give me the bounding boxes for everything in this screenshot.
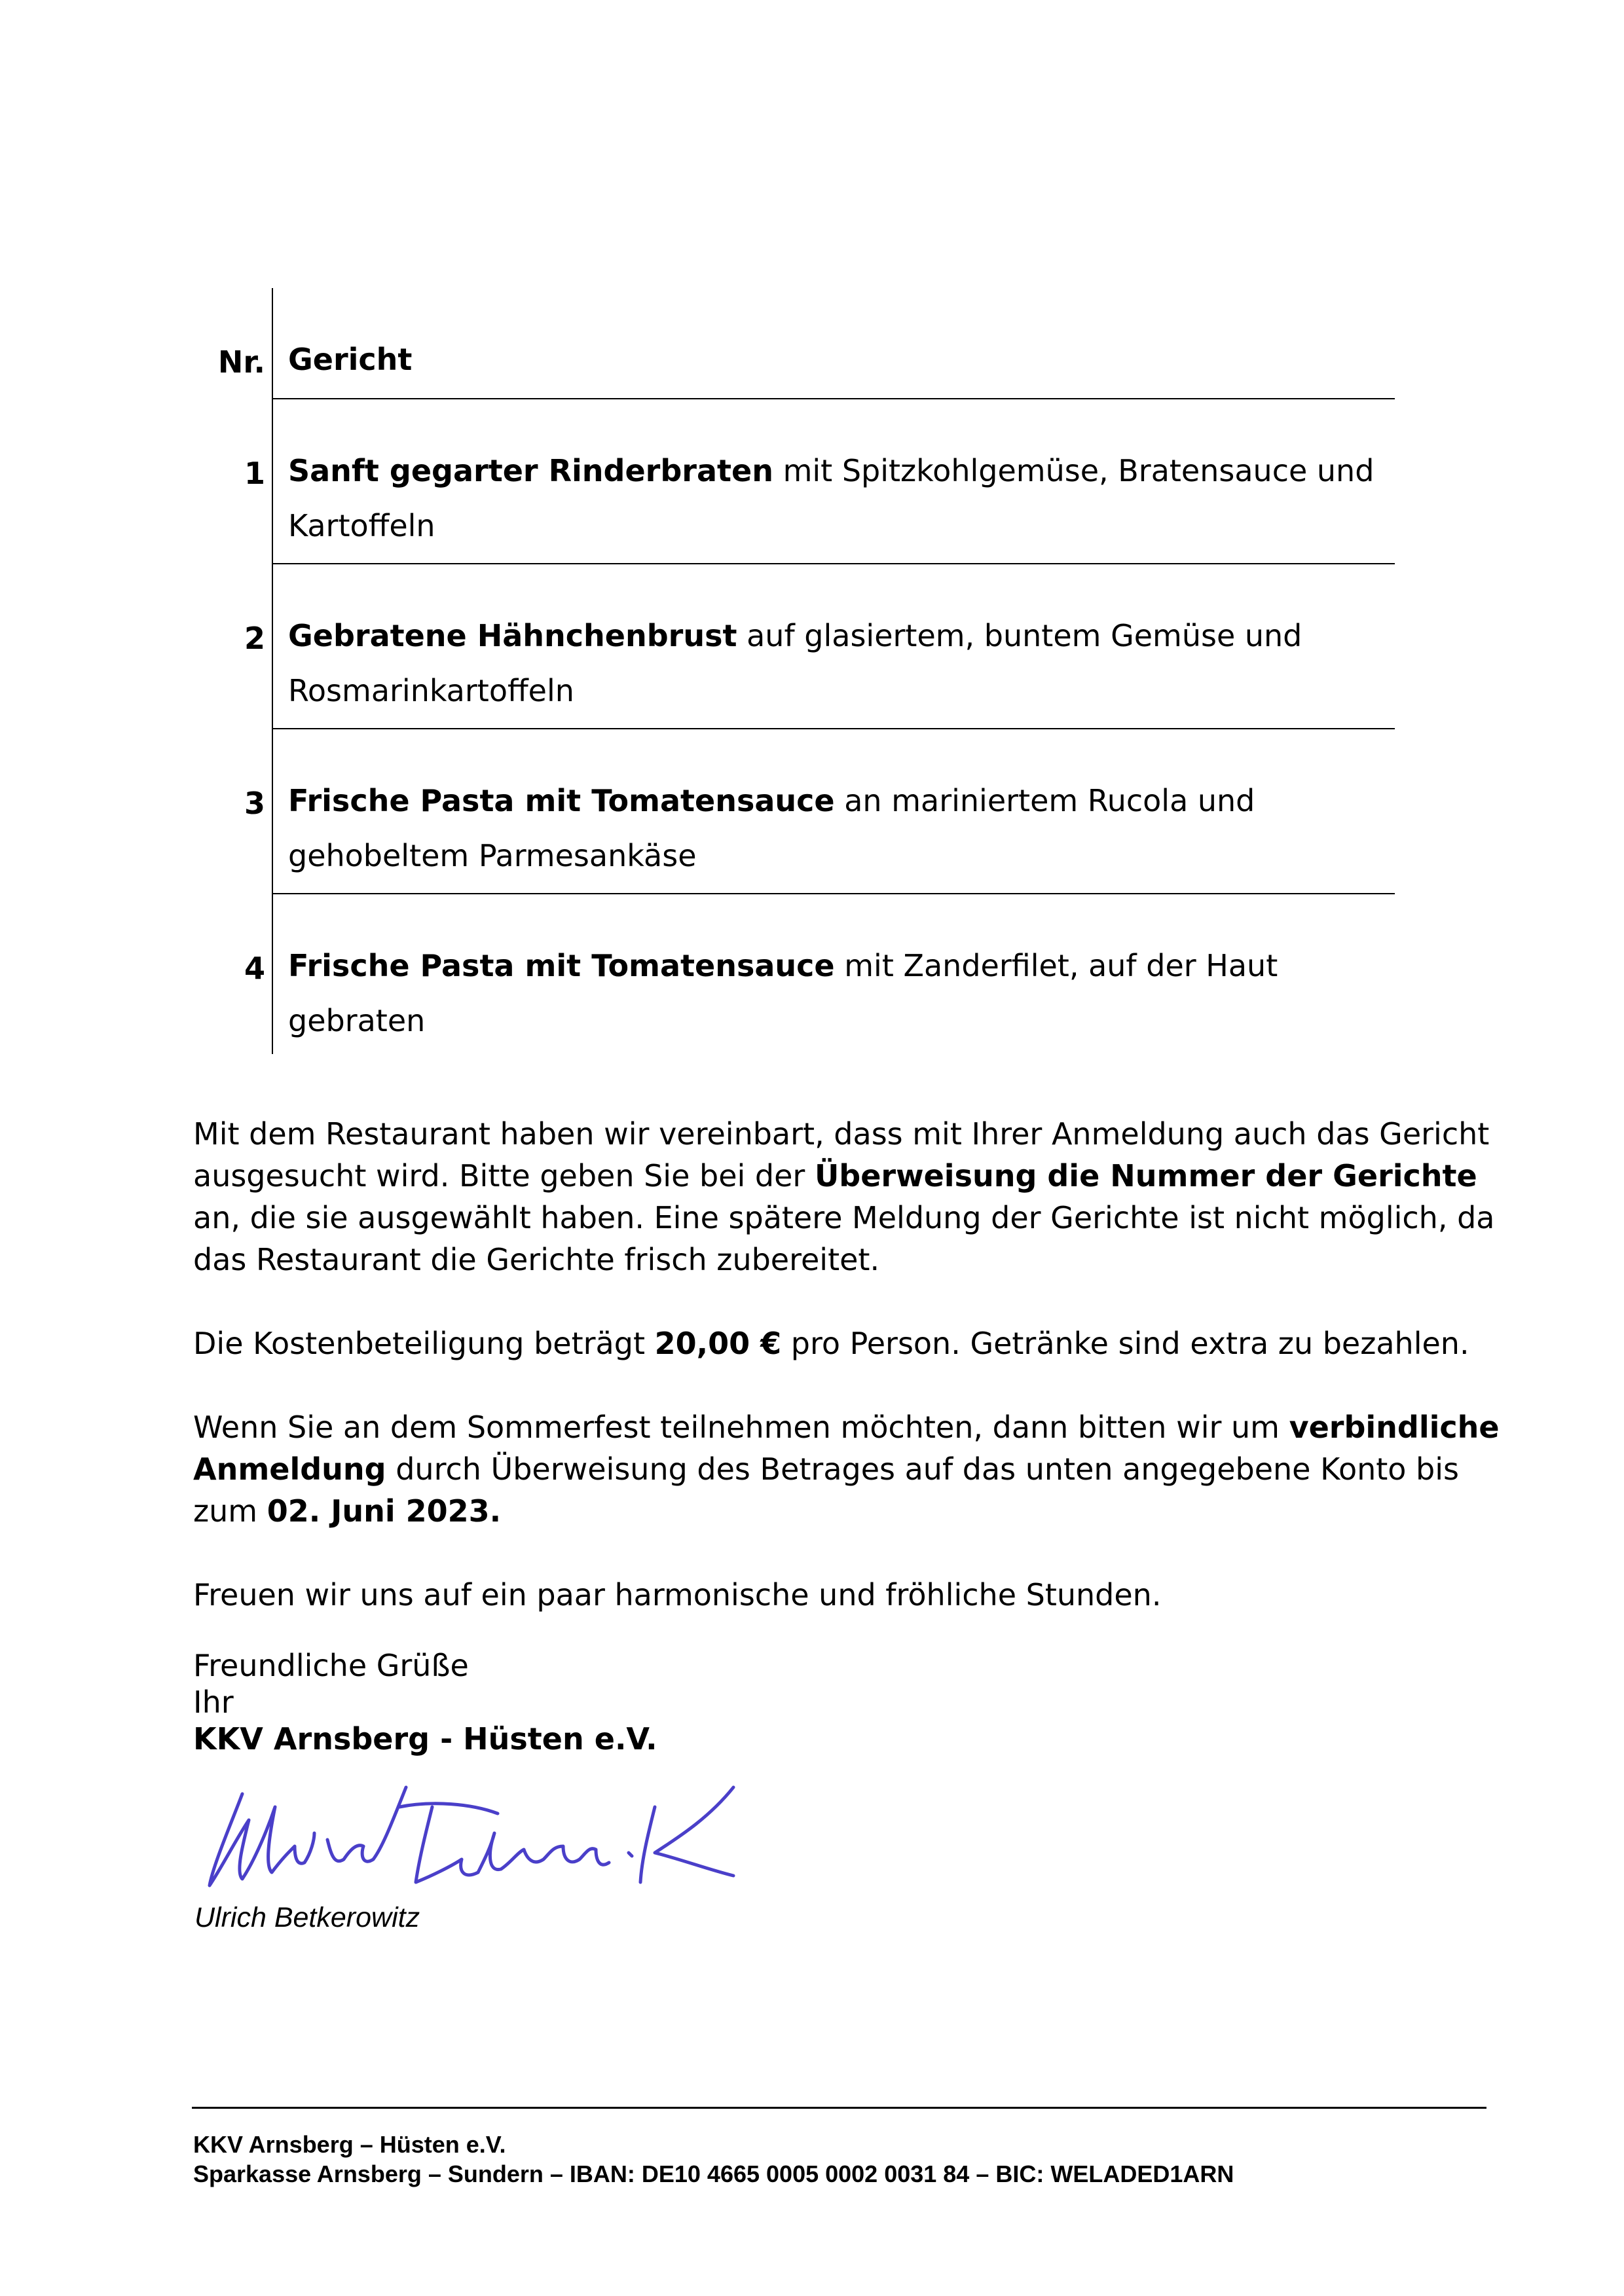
dish-description: auf glasiertem, buntem Gemüse und Rosmarinkartoffeln (288, 618, 1302, 708)
row-nr: 1 (244, 456, 265, 491)
emphasis: Überweisung die Nummer der Gerichte (814, 1158, 1477, 1194)
closing-greeting: Freundliche Grüße (193, 1648, 469, 1683)
table-divider (272, 398, 1395, 399)
deadline-date: 02. Juni 2023. (267, 1493, 502, 1529)
row-dish (288, 773, 1375, 883)
row-dish (288, 938, 1375, 1048)
row-dish (288, 608, 1375, 718)
row-nr: 4 (244, 951, 265, 986)
dish-name: Frische Pasta mit Tomatensauce (288, 783, 835, 818)
signer-name: Ulrich Betkerowitz (194, 1902, 420, 1933)
table-divider (272, 728, 1395, 729)
text: Wenn Sie an dem Sommerfest teilnehmen möchten, dann bitten wir um (193, 1410, 1289, 1445)
table-divider (272, 563, 1395, 564)
closing-ihr: Ihr (193, 1685, 234, 1720)
dish-name: Sanft gegarter Rinderbraten (288, 453, 773, 488)
row-dish (288, 443, 1375, 553)
dish-name: Frische Pasta mit Tomatensauce (288, 948, 835, 983)
paragraph-registration (193, 1406, 1516, 1532)
text: durch Überweisung des Betrages auf das unten angegebene Konto bis zum (193, 1451, 1459, 1529)
footer-org: KKV Arnsberg – Hüsten e.V. (193, 2131, 506, 2158)
closing-block (193, 1647, 1516, 1757)
text: Die Kostenbeteiligung beträgt (193, 1326, 655, 1361)
price: 20,00 € (654, 1326, 782, 1361)
footer-divider (192, 2107, 1486, 2109)
dish-description: mit Zanderfilet, auf der Haut gebraten (288, 948, 1278, 1038)
header-dish: Gericht (288, 342, 413, 377)
table-divider (272, 893, 1395, 894)
row-nr: 3 (244, 786, 265, 821)
dish-name: Gebratene Hähnchenbrust (288, 618, 737, 653)
header-nr: Nr. (217, 344, 265, 380)
text: pro Person. Getränke sind extra zu bezahlen. (781, 1326, 1469, 1361)
paragraph-closing-wish: Freuen wir uns auf ein paar harmonische und fröhliche Stunden. (193, 1577, 1162, 1613)
handwritten-signature (196, 1768, 760, 1912)
footer-bank-details: Sparkasse Arnsberg – Sundern – IBAN: DE10 4665 0005 0002 0031 84 – BIC: WELADED1ARN (193, 2160, 1234, 2187)
text: an, die sie ausgewählt haben. Eine spätere Meldung der Gerichte ist nicht möglich, da das Restaurant die Gerichte frisch zubereitet. (193, 1200, 1495, 1277)
text: Mit dem Restaurant haben wir vereinbart, dass mit Ihrer Anmeldung auch das Gericht ausgesucht wird. Bitte geben Sie bei der (193, 1116, 1490, 1194)
dish-description: mit Spitzkohlgemüse, Bratensauce und Kartoffeln (288, 453, 1375, 543)
table-column-divider (272, 288, 273, 1054)
row-nr: 2 (244, 621, 265, 656)
paragraph-cost (193, 1322, 1516, 1364)
paragraph-dish-selection (193, 1113, 1516, 1281)
organization-name: KKV Arnsberg - Hüsten e.V. (193, 1721, 657, 1757)
dish-description: an mariniertem Rucola und gehobeltem Parmesankäse (288, 783, 1255, 873)
emphasis: verbindliche Anmeldung (193, 1410, 1500, 1487)
